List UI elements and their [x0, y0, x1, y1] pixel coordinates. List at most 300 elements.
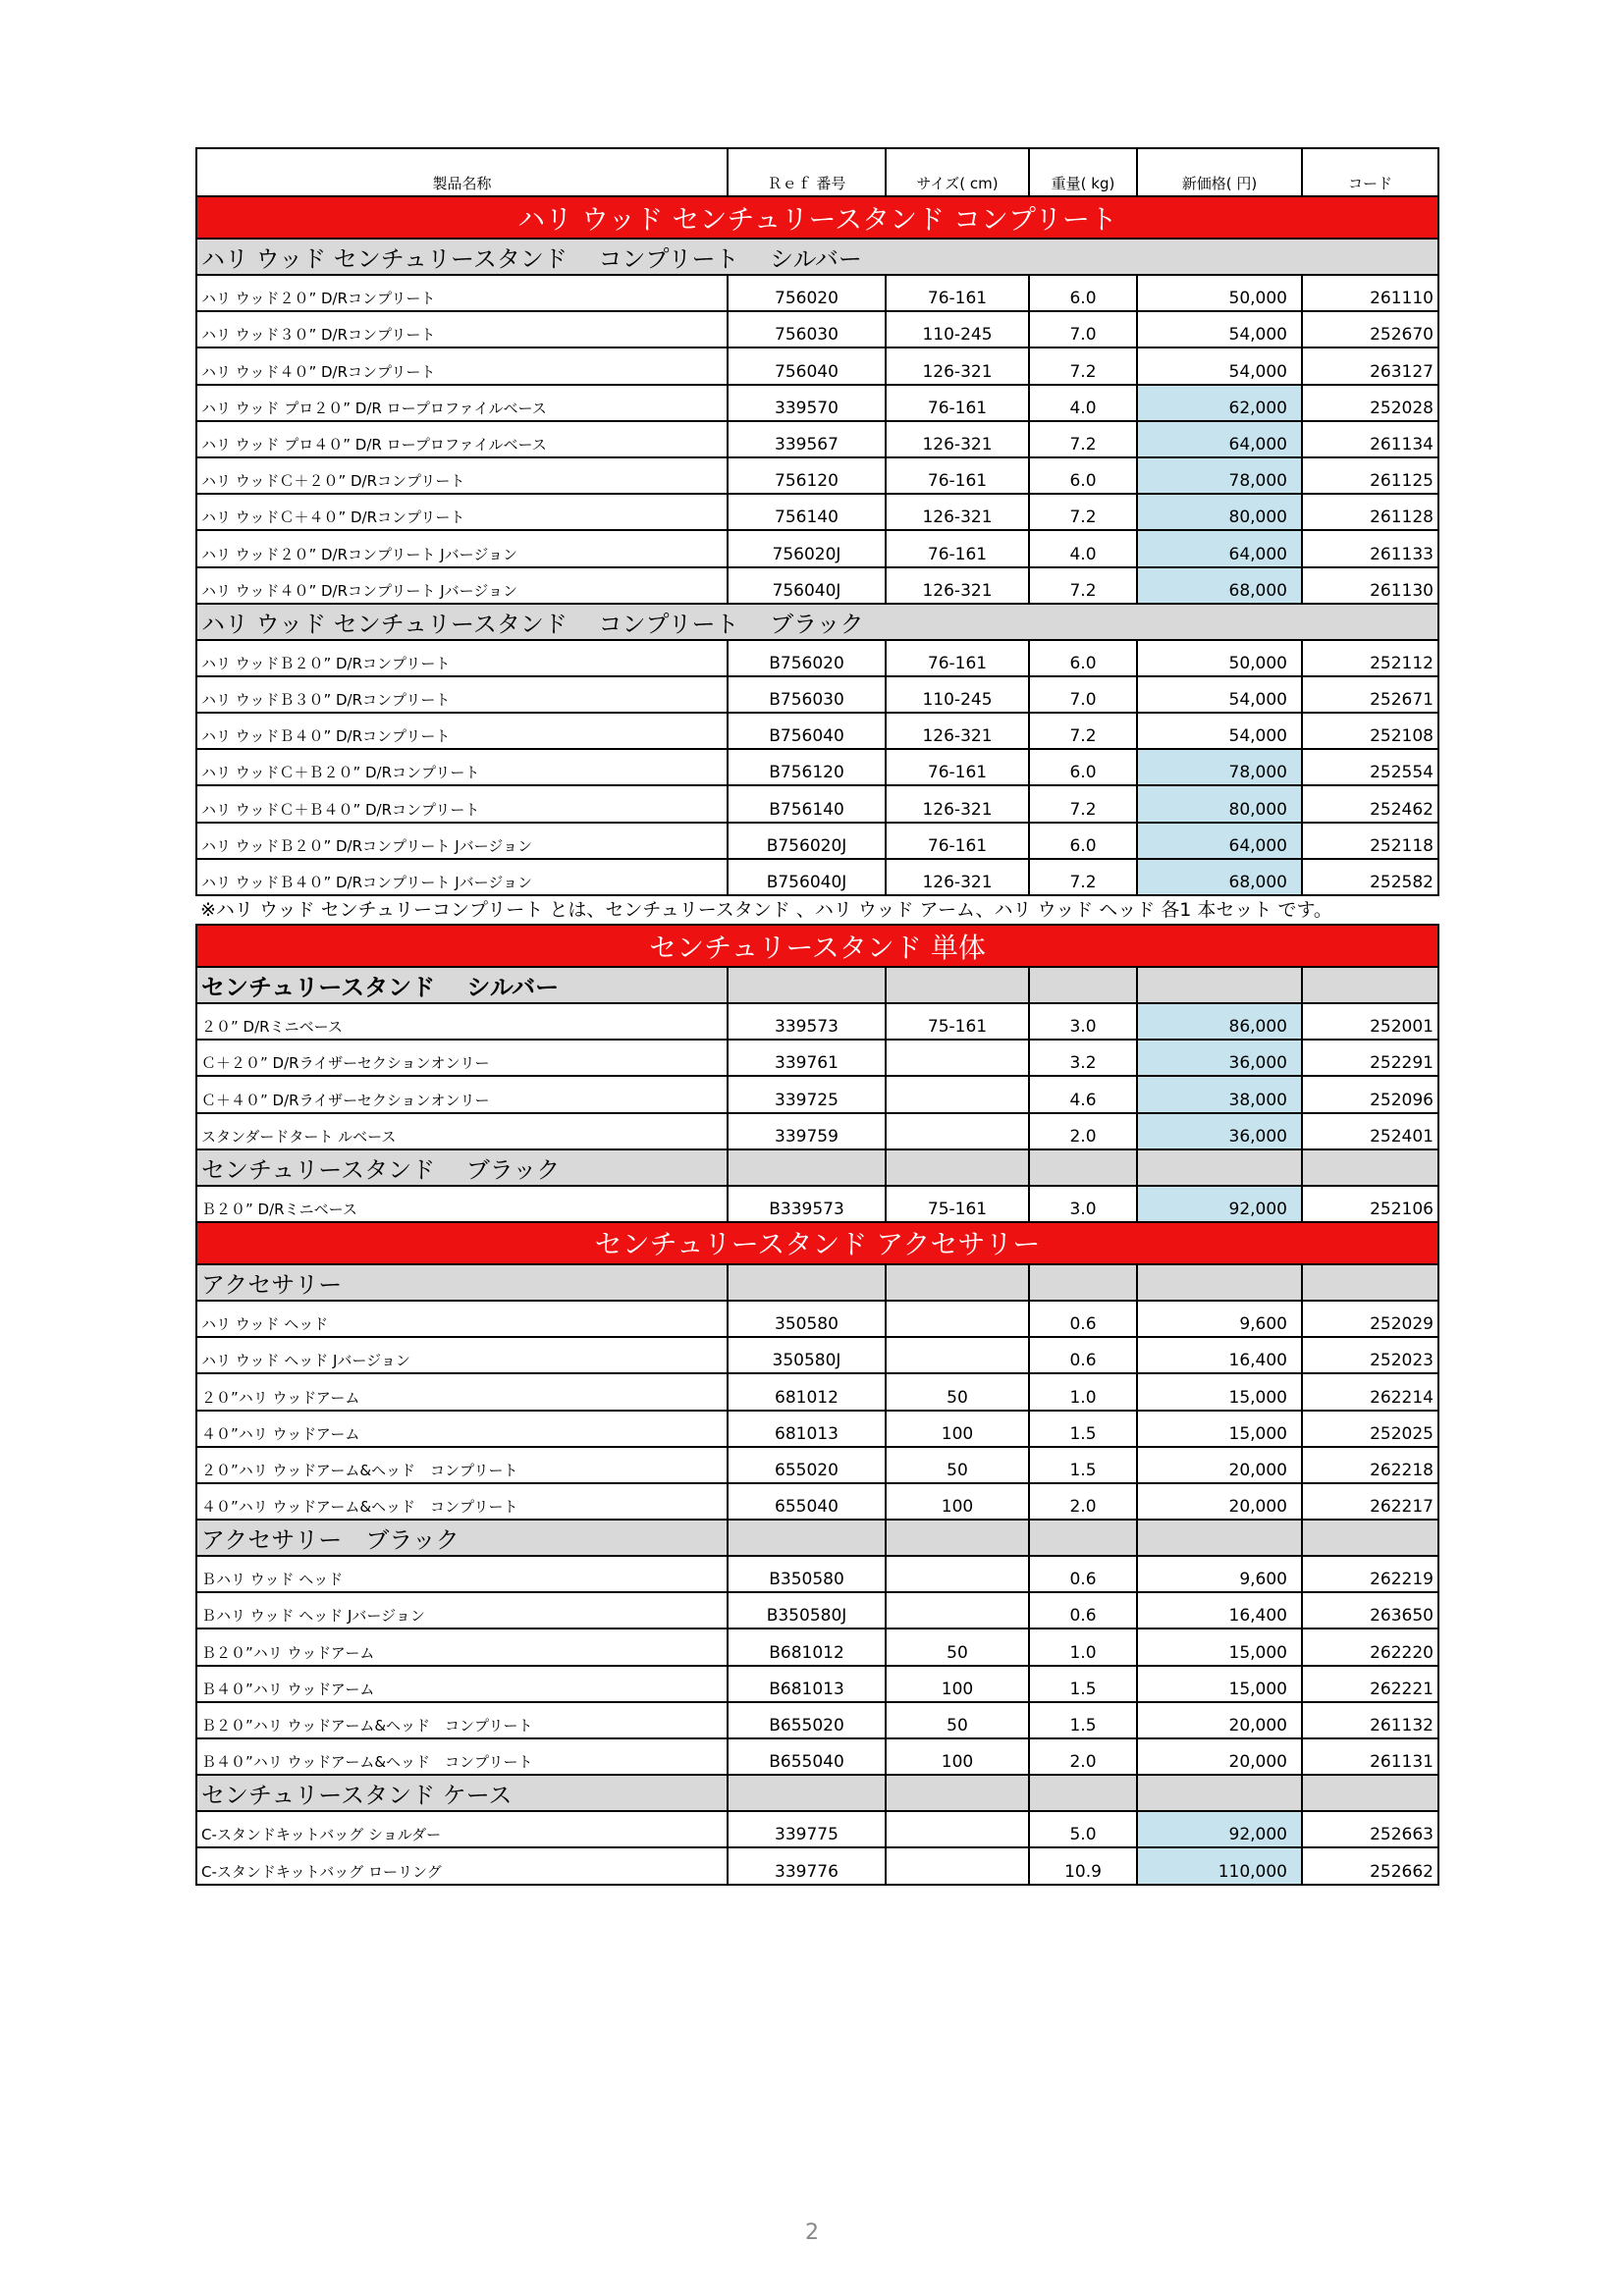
product-row: [196, 1447, 1438, 1483]
subsection-empty-cell: [1029, 1149, 1137, 1186]
product-name: ハリ ウッドＣ＋４０” D/Rコンプリート: [196, 494, 728, 530]
price-yen: 68,000: [1137, 859, 1302, 895]
price-yen: 38,000: [1137, 1076, 1302, 1112]
size-cm: 50: [886, 1702, 1029, 1738]
weight-kg: 6.0: [1029, 275, 1137, 311]
product-row: [196, 823, 1438, 859]
col-header-name: 製品名称: [196, 148, 728, 196]
product-code: 263650: [1302, 1592, 1438, 1629]
ref-number: 756020J: [728, 530, 886, 566]
ref-number: 339570: [728, 385, 886, 421]
subsection-header-row: [196, 1264, 1438, 1301]
product-code: 262218: [1302, 1447, 1438, 1483]
size-cm: 126-321: [886, 567, 1029, 604]
product-name: ハリ ウッド プロ２０” D/R ロープロファイルベース: [196, 385, 728, 421]
subsection-header-row: [196, 1149, 1438, 1186]
subsection-empty-cell: [886, 1775, 1029, 1811]
product-name: ４０”ハリ ウッドアーム: [196, 1411, 728, 1447]
subsection-empty-cell: [1137, 1520, 1302, 1556]
ref-number: B681012: [728, 1629, 886, 1665]
product-name: Ｂ２０”ハリ ウッドアーム: [196, 1629, 728, 1665]
ref-number: B756120: [728, 749, 886, 785]
product-name: ハリ ウッドＢ３０” D/Rコンプリート: [196, 676, 728, 713]
subsection-empty-cell: [886, 1149, 1029, 1186]
weight-kg: 6.0: [1029, 749, 1137, 785]
col-header-code: コード: [1302, 148, 1438, 196]
size-cm: 76-161: [886, 640, 1029, 676]
weight-kg: 3.2: [1029, 1040, 1137, 1076]
product-name: Ｂ２０” D/Rミニベース: [196, 1186, 728, 1222]
price-yen: 64,000: [1137, 530, 1302, 566]
product-row: [196, 494, 1438, 530]
product-row: [196, 785, 1438, 822]
product-code: 262214: [1302, 1373, 1438, 1410]
subsection-title: アクセサリー: [196, 1264, 728, 1301]
price-yen: 16,400: [1137, 1337, 1302, 1373]
price-yen: 78,000: [1137, 749, 1302, 785]
size-cm: 75-161: [886, 1003, 1029, 1040]
weight-kg: 2.0: [1029, 1113, 1137, 1149]
product-code: 252118: [1302, 823, 1438, 859]
subsection-empty-cell: [1137, 1775, 1302, 1811]
size-cm: [886, 1113, 1029, 1149]
subsection-empty-cell: [1302, 1264, 1438, 1301]
product-name: ハリ ウッド２０” D/Rコンプリート Jバージョン: [196, 530, 728, 566]
product-row: [196, 859, 1438, 895]
product-name: ４０”ハリ ウッドアーム&ヘッド コンプリート: [196, 1483, 728, 1520]
ref-number: 350580: [728, 1301, 886, 1337]
ref-number: 339573: [728, 1003, 886, 1040]
ref-number: B756140: [728, 785, 886, 822]
price-yen: 80,000: [1137, 494, 1302, 530]
product-name: Ｂハリ ウッド ヘッド Jバージョン: [196, 1592, 728, 1629]
ref-number: 756120: [728, 457, 886, 494]
product-code: 252663: [1302, 1811, 1438, 1847]
weight-kg: 7.2: [1029, 347, 1137, 384]
product-code: 261132: [1302, 1702, 1438, 1738]
product-row: [196, 1556, 1438, 1592]
product-name: ハリ ウッドＣ＋Ｂ４０” D/Rコンプリート: [196, 785, 728, 822]
subsection-empty-cell: [1302, 1520, 1438, 1556]
weight-kg: 7.0: [1029, 676, 1137, 713]
product-code: 262220: [1302, 1629, 1438, 1665]
product-row: [196, 1113, 1438, 1149]
weight-kg: 2.0: [1029, 1483, 1137, 1520]
subsection-empty-cell: [1302, 1149, 1438, 1186]
size-cm: 100: [886, 1738, 1029, 1775]
product-row: [196, 676, 1438, 713]
ref-number: B756030: [728, 676, 886, 713]
subsection-empty-cell: [886, 1264, 1029, 1301]
product-row: [196, 1483, 1438, 1520]
product-name: Ｂ４０”ハリ ウッドアーム: [196, 1666, 728, 1702]
subsection-empty-cell: [1029, 1264, 1137, 1301]
size-cm: 50: [886, 1447, 1029, 1483]
size-cm: 126-321: [886, 347, 1029, 384]
price-yen: 50,000: [1137, 640, 1302, 676]
weight-kg: 6.0: [1029, 823, 1137, 859]
product-row: [196, 1629, 1438, 1665]
price-yen: 86,000: [1137, 1003, 1302, 1040]
size-cm: 76-161: [886, 823, 1029, 859]
col-header-weight: 重量( kg): [1029, 148, 1137, 196]
product-code: 261131: [1302, 1738, 1438, 1775]
product-row: [196, 1076, 1438, 1112]
weight-kg: 6.0: [1029, 457, 1137, 494]
product-name: Ｃ＋２０” D/Rライザーセクションオンリー: [196, 1040, 728, 1076]
col-header-ref: Ｒｅｆ 番号: [728, 148, 886, 196]
size-cm: 126-321: [886, 859, 1029, 895]
product-name: スタンダードタート ルベース: [196, 1113, 728, 1149]
weight-kg: 4.0: [1029, 385, 1137, 421]
ref-number: 655020: [728, 1447, 886, 1483]
price-yen: 54,000: [1137, 347, 1302, 384]
weight-kg: 7.2: [1029, 421, 1137, 457]
price-yen: 20,000: [1137, 1447, 1302, 1483]
size-cm: 75-161: [886, 1186, 1029, 1222]
product-row: [196, 567, 1438, 604]
product-name: ハリ ウッドＢ２０” D/Rコンプリート: [196, 640, 728, 676]
product-code: 262221: [1302, 1666, 1438, 1702]
subsection-title: ハリ ウッド センチュリースタンド コンプリート ブラック: [196, 604, 1438, 640]
product-row: [196, 1373, 1438, 1410]
price-yen: 15,000: [1137, 1666, 1302, 1702]
ref-number: 350580J: [728, 1337, 886, 1373]
ref-number: 655040: [728, 1483, 886, 1520]
product-row: [196, 385, 1438, 421]
weight-kg: 6.0: [1029, 640, 1137, 676]
price-yen: 92,000: [1137, 1811, 1302, 1847]
weight-kg: 3.0: [1029, 1003, 1137, 1040]
subsection-empty-cell: [886, 967, 1029, 1003]
subsection-empty-cell: [1302, 1775, 1438, 1811]
product-code: 252671: [1302, 676, 1438, 713]
price-yen: 54,000: [1137, 676, 1302, 713]
subsection-header-row: [196, 1775, 1438, 1811]
product-row: [196, 1411, 1438, 1447]
ref-number: 756040J: [728, 567, 886, 604]
product-code: 261133: [1302, 530, 1438, 566]
price-yen: 92,000: [1137, 1186, 1302, 1222]
size-cm: 50: [886, 1373, 1029, 1410]
column-header-row: [196, 148, 1438, 196]
price-yen: 16,400: [1137, 1592, 1302, 1629]
weight-kg: 7.2: [1029, 785, 1137, 822]
subsection-empty-cell: [1029, 1520, 1137, 1556]
weight-kg: 7.2: [1029, 494, 1137, 530]
product-row: [196, 1186, 1438, 1222]
subsection-empty-cell: [728, 1775, 886, 1811]
ref-number: 756030: [728, 311, 886, 347]
ref-number: 339761: [728, 1040, 886, 1076]
ref-number: 339775: [728, 1811, 886, 1847]
size-cm: 100: [886, 1483, 1029, 1520]
size-cm: 76-161: [886, 749, 1029, 785]
product-code: 252291: [1302, 1040, 1438, 1076]
price-yen: 20,000: [1137, 1483, 1302, 1520]
size-cm: 126-321: [886, 785, 1029, 822]
weight-kg: 7.2: [1029, 859, 1137, 895]
price-yen: 68,000: [1137, 567, 1302, 604]
size-cm: 76-161: [886, 275, 1029, 311]
product-code: 261134: [1302, 421, 1438, 457]
subsection-header-row: [196, 604, 1438, 640]
price-yen: 110,000: [1137, 1847, 1302, 1884]
product-code: 252001: [1302, 1003, 1438, 1040]
ref-number: 339776: [728, 1847, 886, 1884]
weight-kg: 4.0: [1029, 530, 1137, 566]
subsection-title: センチュリースタンド ブラック: [196, 1149, 728, 1186]
subsection-empty-cell: [1137, 1264, 1302, 1301]
size-cm: [886, 1040, 1029, 1076]
product-code: 252106: [1302, 1186, 1438, 1222]
ref-number: B756020: [728, 640, 886, 676]
price-yen: 20,000: [1137, 1702, 1302, 1738]
subsection-empty-cell: [1029, 967, 1137, 1003]
weight-kg: 1.5: [1029, 1447, 1137, 1483]
section-title: センチュリースタンド アクセサリー: [196, 1222, 1438, 1264]
product-code: 252401: [1302, 1113, 1438, 1149]
product-code: 263127: [1302, 347, 1438, 384]
product-code: 252112: [1302, 640, 1438, 676]
price-yen: 62,000: [1137, 385, 1302, 421]
weight-kg: 1.5: [1029, 1411, 1137, 1447]
product-name: Ｃ＋４０” D/Rライザーセクションオンリー: [196, 1076, 728, 1112]
price-yen: 15,000: [1137, 1411, 1302, 1447]
weight-kg: 1.0: [1029, 1629, 1137, 1665]
product-row: [196, 1811, 1438, 1847]
product-code: 261130: [1302, 567, 1438, 604]
size-cm: [886, 1592, 1029, 1629]
product-name: ハリ ウッド２０” D/Rコンプリート: [196, 275, 728, 311]
ref-number: B655040: [728, 1738, 886, 1775]
product-code: 252096: [1302, 1076, 1438, 1112]
ref-number: 756040: [728, 347, 886, 384]
price-yen: 36,000: [1137, 1040, 1302, 1076]
product-row: [196, 275, 1438, 311]
ref-number: 339725: [728, 1076, 886, 1112]
ref-number: B756040J: [728, 859, 886, 895]
product-row: [196, 530, 1438, 566]
price-yen: 15,000: [1137, 1373, 1302, 1410]
ref-number: 681013: [728, 1411, 886, 1447]
subsection-header-row: [196, 239, 1438, 275]
size-cm: 76-161: [886, 530, 1029, 566]
product-name: ハリ ウッド４０” D/Rコンプリート Jバージョン: [196, 567, 728, 604]
product-row: [196, 347, 1438, 384]
product-code: 262217: [1302, 1483, 1438, 1520]
product-code: 252108: [1302, 713, 1438, 749]
price-yen: 50,000: [1137, 275, 1302, 311]
ref-number: B756040: [728, 713, 886, 749]
section-header-row: [196, 925, 1438, 967]
product-name: ハリ ウッドＣ＋Ｂ２０” D/Rコンプリート: [196, 749, 728, 785]
product-name: Ｂハリ ウッド ヘッド: [196, 1556, 728, 1592]
ref-number: B350580: [728, 1556, 886, 1592]
price-yen: 64,000: [1137, 823, 1302, 859]
weight-kg: 10.9: [1029, 1847, 1137, 1884]
weight-kg: 1.5: [1029, 1666, 1137, 1702]
weight-kg: 0.6: [1029, 1592, 1137, 1629]
subsection-empty-cell: [1137, 967, 1302, 1003]
subsection-title: ハリ ウッド センチュリースタンド コンプリート シルバー: [196, 239, 1438, 275]
product-name: ハリ ウッド ヘッド Jバージョン: [196, 1337, 728, 1373]
ref-number: B681013: [728, 1666, 886, 1702]
subsection-empty-cell: [728, 1264, 886, 1301]
size-cm: 110-245: [886, 676, 1029, 713]
size-cm: 126-321: [886, 494, 1029, 530]
price-yen: 54,000: [1137, 713, 1302, 749]
product-code: 262219: [1302, 1556, 1438, 1592]
size-cm: 110-245: [886, 311, 1029, 347]
subsection-title: センチュリースタンド ケース: [196, 1775, 728, 1811]
ref-number: 339759: [728, 1113, 886, 1149]
product-name: Ｂ４０”ハリ ウッドアーム&ヘッド コンプリート: [196, 1738, 728, 1775]
ref-number: B339573: [728, 1186, 886, 1222]
weight-kg: 4.6: [1029, 1076, 1137, 1112]
price-yen: 64,000: [1137, 421, 1302, 457]
subsection-title: センチュリースタンド シルバー: [196, 967, 728, 1003]
product-name: ２０”ハリ ウッドアーム: [196, 1373, 728, 1410]
weight-kg: 5.0: [1029, 1811, 1137, 1847]
product-code: 252582: [1302, 859, 1438, 895]
product-code: 261125: [1302, 457, 1438, 494]
weight-kg: 0.6: [1029, 1337, 1137, 1373]
ref-number: 756140: [728, 494, 886, 530]
product-name: ハリ ウッドＢ４０” D/Rコンプリート: [196, 713, 728, 749]
weight-kg: 1.0: [1029, 1373, 1137, 1410]
product-code: 252023: [1302, 1337, 1438, 1373]
price-yen: 78,000: [1137, 457, 1302, 494]
subsection-empty-cell: [728, 1149, 886, 1186]
product-row: [196, 1040, 1438, 1076]
section-title: センチュリースタンド 単体: [196, 925, 1438, 967]
size-cm: [886, 1556, 1029, 1592]
weight-kg: 0.6: [1029, 1556, 1137, 1592]
ref-number: B756020J: [728, 823, 886, 859]
subsection-title: アクセサリー ブラック: [196, 1520, 728, 1556]
price-yen: 15,000: [1137, 1629, 1302, 1665]
size-cm: 50: [886, 1629, 1029, 1665]
product-name: ハリ ウッド ヘッド: [196, 1301, 728, 1337]
product-code: 252025: [1302, 1411, 1438, 1447]
product-row: [196, 1592, 1438, 1629]
product-row: [196, 640, 1438, 676]
product-name: Ｂ２０”ハリ ウッドアーム&ヘッド コンプリート: [196, 1702, 728, 1738]
subsection-header-row: [196, 967, 1438, 1003]
price-yen: 54,000: [1137, 311, 1302, 347]
product-row: [196, 311, 1438, 347]
product-row: [196, 749, 1438, 785]
size-cm: [886, 1811, 1029, 1847]
product-row: [196, 1738, 1438, 1775]
product-code: 252029: [1302, 1301, 1438, 1337]
product-row: [196, 1301, 1438, 1337]
subsection-empty-cell: [886, 1520, 1029, 1556]
price-yen: 80,000: [1137, 785, 1302, 822]
size-cm: [886, 1076, 1029, 1112]
ref-number: 756020: [728, 275, 886, 311]
product-row: [196, 1847, 1438, 1884]
product-row: [196, 421, 1438, 457]
product-row: [196, 457, 1438, 494]
ref-number: 339567: [728, 421, 886, 457]
price-yen: 20,000: [1137, 1738, 1302, 1775]
weight-kg: 7.0: [1029, 311, 1137, 347]
subsection-header-row: [196, 1520, 1438, 1556]
footnote-text: ※ハリ ウッド センチュリーコンプリート とは、センチュリースタンド 、ハリ ウッド アーム、ハリ ウッド ヘッド 各1 本セット です。: [196, 895, 1438, 925]
product-name: C-スタンドキットバッグ ショルダー: [196, 1811, 728, 1847]
product-code: 252662: [1302, 1847, 1438, 1884]
size-cm: [886, 1847, 1029, 1884]
product-row: [196, 1666, 1438, 1702]
product-name: C-スタンドキットバッグ ローリング: [196, 1847, 728, 1884]
product-code: 261128: [1302, 494, 1438, 530]
size-cm: [886, 1301, 1029, 1337]
weight-kg: 3.0: [1029, 1186, 1137, 1222]
product-row: [196, 1702, 1438, 1738]
col-header-size: サイズ( cm): [886, 148, 1029, 196]
size-cm: 76-161: [886, 385, 1029, 421]
product-code: 252554: [1302, 749, 1438, 785]
weight-kg: 1.5: [1029, 1702, 1137, 1738]
product-code: 261110: [1302, 275, 1438, 311]
size-cm: 100: [886, 1411, 1029, 1447]
page-number: 2: [805, 2220, 819, 2245]
product-name: ２０” D/Rミニベース: [196, 1003, 728, 1040]
size-cm: [886, 1337, 1029, 1373]
weight-kg: 2.0: [1029, 1738, 1137, 1775]
subsection-empty-cell: [1029, 1775, 1137, 1811]
subsection-empty-cell: [728, 1520, 886, 1556]
price-yen: 9,600: [1137, 1556, 1302, 1592]
ref-number: B350580J: [728, 1592, 886, 1629]
product-code: 252670: [1302, 311, 1438, 347]
section-header-row: [196, 1222, 1438, 1264]
product-name: ハリ ウッドＢ４０” D/Rコンプリート Jバージョン: [196, 859, 728, 895]
product-name: ハリ ウッド プロ４０” D/R ロープロファイルベース: [196, 421, 728, 457]
product-name: ハリ ウッド４０” D/Rコンプリート: [196, 347, 728, 384]
size-cm: 100: [886, 1666, 1029, 1702]
ref-number: B655020: [728, 1702, 886, 1738]
weight-kg: 7.2: [1029, 713, 1137, 749]
product-name: ２０”ハリ ウッドアーム&ヘッド コンプリート: [196, 1447, 728, 1483]
price-yen: 9,600: [1137, 1301, 1302, 1337]
product-row: [196, 713, 1438, 749]
price-list-body: [196, 148, 1438, 1885]
weight-kg: 0.6: [1029, 1301, 1137, 1337]
section-title: ハリ ウッド センチュリースタンド コンプリート: [196, 196, 1438, 239]
subsection-empty-cell: [1302, 967, 1438, 1003]
price-yen: 36,000: [1137, 1113, 1302, 1149]
product-name: ハリ ウッドＣ＋２０” D/Rコンプリート: [196, 457, 728, 494]
price-list-table: [195, 147, 1439, 1886]
subsection-empty-cell: [728, 967, 886, 1003]
section-header-row: [196, 196, 1438, 239]
size-cm: 126-321: [886, 421, 1029, 457]
product-code: 252462: [1302, 785, 1438, 822]
weight-kg: 7.2: [1029, 567, 1137, 604]
product-row: [196, 1003, 1438, 1040]
col-header-price: 新価格( 円): [1137, 148, 1302, 196]
product-row: [196, 1337, 1438, 1373]
subsection-empty-cell: [1137, 1149, 1302, 1186]
product-name: ハリ ウッドＢ２０” D/Rコンプリート Jバージョン: [196, 823, 728, 859]
size-cm: 126-321: [886, 713, 1029, 749]
ref-number: 681012: [728, 1373, 886, 1410]
size-cm: 76-161: [886, 457, 1029, 494]
product-name: ハリ ウッド３０” D/Rコンプリート: [196, 311, 728, 347]
